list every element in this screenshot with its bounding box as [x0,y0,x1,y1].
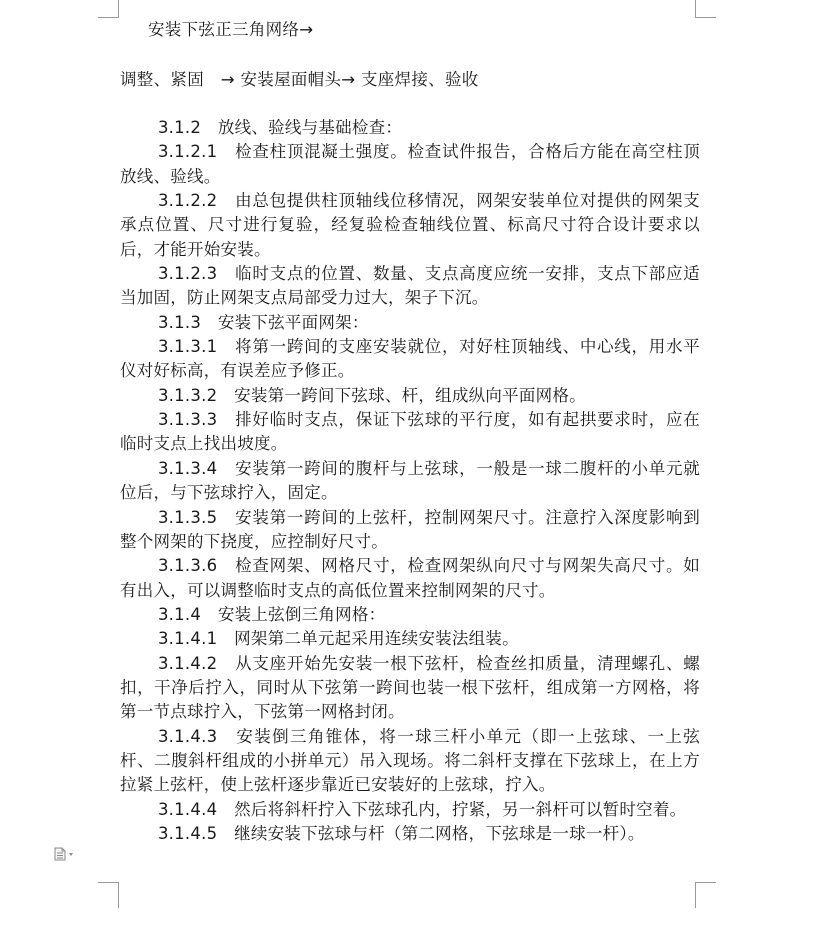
crop-mark-bottom-right-h [695,882,716,883]
crop-mark-top-left-h [98,17,119,18]
paragraph: 3.1.4.3 安装倒三角锥体，将一球三杆小单元（即一上弦球、一上弦杆、二腹斜杆组成的小拼单元）吊入现场。将二斜杆支撑在下弦球上，在上方拉紧上弦杆，使上弦杆逐步靠近已安装好的上弦球，拧入。 [120,726,700,795]
paragraph: 3.1.3.6 检查网架、网格尺寸，检查网架纵向尺寸与网架失高尺寸。如有出入，可以调整临时支点的高低位置来控制网架的尺寸。 [120,556,700,600]
paragraph: 3.1.3.1 将第一跨间的支座安装就位，对好柱顶轴线、中心线，用水平仪对好标高，有误差应予修正。 [120,337,700,381]
paragraph: 3.1.2 放线、验线与基础检查： [157,118,403,137]
crop-mark-bottom-left-v [118,882,119,908]
paragraph: 3.1.3.2 安装第一跨间下弦球、杆，组成纵向平面网格。 [157,385,586,405]
paragraph: 3.1.2.2 由总包提供柱顶轴线位移情况，网架安装单位对提供的网架支承点位置、尺寸进行复验，经复验检查轴线位置、标高尺寸符合设计要求以后，才能开始安装。 [120,191,700,259]
crop-mark-bottom-left-h [98,882,119,883]
crop-mark-bottom-right-v [695,882,696,908]
crop-mark-top-left-v [118,0,119,18]
document-icon[interactable] [54,846,76,860]
crop-mark-top-right-v [695,0,696,18]
paragraph: 3.1.3.5 安装第一跨间的上弦杆，控制网架尺寸。注意拧入深度影响到整个网架的下挠度，应控制好尺寸。 [120,507,700,551]
paragraph: 3.1.4.2 从支座开始先安装一根下弦杆，检查丝扣质量，清理螺孔、螺扣，干净后拧入，同时从下弦第一跨间也装一根下弦杆，组成第一方网格，将第一节点球拧入，下弦第一网格封闭。 [120,653,700,722]
document-body [120,116,700,846]
paragraph: 3.1.3.4 安装第一跨间的腹杆与上弦球，一般是一球二腹杆的小单元就位后，与下弦球拧入，固定。 [120,458,700,503]
paragraph: 3.1.4.1 网架第二单元起采用连续安装法组装。 [157,629,519,649]
flow-line-2: 调整、紧固 → 安装屋面帽头→ 支座焊接、验收 [120,70,479,89]
paragraph: 3.1.4 安装上弦倒三角网格： [157,604,386,624]
paragraph: 3.1.4.5 继续安装下弦球与杆（第二网格，下弦球是一球一杆）。 [157,823,645,843]
paragraph: 3.1.3.3 排好临时支点，保证下弦球的平行度，如有起拱要求时，应在临时支点上找出坡度。 [120,410,700,454]
paragraph: 3.1.4.4 然后将斜杆拧入下弦球孔内，拧紧，另一斜杆可以暂时空着。 [157,799,687,819]
paragraph: 3.1.3 安装下弦平面网架： [157,312,369,332]
paragraph: 3.1.2.3 临时支点的位置、数量、支点高度应统一安排，支点下部应适当加固，防止网架支点局部受力过大，架子下沉。 [120,264,700,308]
flow-line-1: 安装下弦正三角网络→ [148,20,314,39]
paragraph: 3.1.2.1 检查柱顶混凝土强度。检查试件报告，合格后方能在高空柱顶放线、验线。 [120,142,700,186]
